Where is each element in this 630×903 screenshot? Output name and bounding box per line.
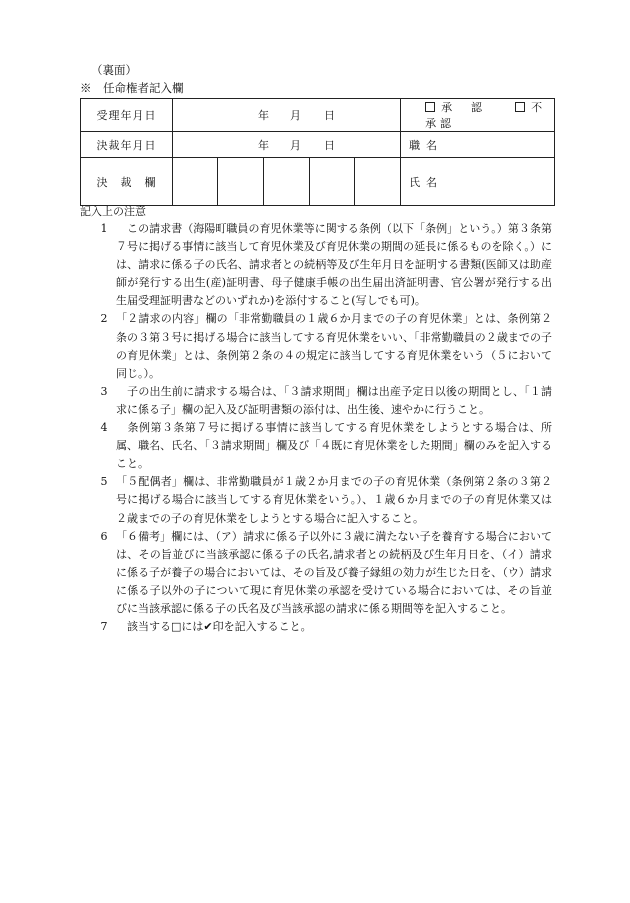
note-number: 6 [100, 529, 108, 543]
approval-stamp-cell[interactable] [310, 158, 355, 206]
approve-label: 承 認 [441, 101, 487, 114]
month-label: 月 [290, 109, 301, 122]
name-cell[interactable] [401, 158, 555, 206]
note-number: 1 [100, 222, 108, 235]
note-item [92, 419, 552, 473]
note-number: 5 [100, 475, 108, 489]
note-number: 2 [100, 312, 108, 326]
disapprove-checkbox[interactable] [515, 102, 525, 112]
note-number: 7 [100, 620, 108, 634]
decision-date-field[interactable] [173, 132, 401, 158]
approval-stamp-cell[interactable] [218, 158, 264, 206]
page-side-label: （裏面） [91, 63, 137, 77]
note-item [92, 220, 552, 310]
notes-title: 記入上の注意 [80, 205, 146, 218]
day-label: 日 [324, 138, 335, 152]
approve-checkbox[interactable] [425, 102, 435, 112]
received-date-field[interactable] [173, 99, 401, 132]
disapprove-label: 不承認 [425, 101, 547, 130]
note-text: 「５配偶者」欄は、非常勤職員が１歳２か月までの子の育児休業（条例第２条の３第２号に掲げる場合に該当してする育児休業をいう。）、１歳６か月までの子の育児休業又は２歳までの子の育児休業をしようとする場合に記入すること。 [116, 475, 552, 525]
note-text: 該当する□には✔印を記入すること。 [116, 620, 312, 634]
note-number: 3 [100, 384, 108, 398]
note-text: 条例第３条第７号に掲げる事情に該当してする育児休業をしようとする場合は、所属、職名、氏名、「３請求期間」欄及び「４既に育児休業をした期間」欄のみを記入すること。 [116, 421, 552, 471]
year-label: 年 [258, 138, 269, 152]
approval-stamp-cell[interactable] [355, 158, 401, 206]
month-label: 月 [290, 138, 301, 152]
note-item [92, 310, 552, 382]
year-label: 年 [258, 109, 269, 122]
section-title: ※ 任命権者記入欄 [80, 81, 184, 95]
notes-list [92, 220, 552, 636]
note-item [92, 473, 552, 527]
title-cell[interactable] [401, 132, 555, 158]
title-label: 職名 [409, 138, 444, 152]
approval-options [401, 99, 555, 132]
day-label: 日 [324, 109, 335, 122]
approval-column-label: 決 裁 欄 [81, 158, 173, 206]
decision-date-label: 決裁年月日 [81, 132, 173, 158]
note-item [92, 618, 552, 636]
note-text: 「６備考」欄には、（ア）請求に係る子以外に３歳に満たない子を養育する場合においては、その旨並びに当該承認に係る子の氏名,請求者との続柄及び生年月日を、（イ）請求に係る子が養子の場合においては、その旨及び養子縁組の効力が生じた日を、（ウ）請求に係る子以外の子について現に育児休業の承認を受けている場合においては、その旨並びに当該承認に係る子の氏名及び当該承認の請求に係る期間等を記入すること。 [116, 529, 552, 615]
note-item [92, 383, 552, 419]
note-text: 子の出生前に請求する場合は、「３請求期間」欄は出産予定日以後の期間とし、「１請求に係る子」欄の記入及び証明書類の添付は、出生後、速やかに行うこと。 [116, 384, 552, 416]
note-number: 4 [100, 421, 108, 435]
approval-stamp-cell[interactable] [173, 158, 218, 206]
received-date-label: 受理年月日 [81, 99, 173, 132]
note-item [92, 528, 552, 618]
approval-stamp-cell[interactable] [264, 158, 310, 206]
name-label: 氏名 [409, 175, 444, 189]
approval-form-table [80, 98, 555, 206]
note-text: 「２請求の内容」欄の「非常勤職員の１歳６か月までの子の育児休業」とは、条例第２条の３第３号に掲げる場合に該当してする育児休業をいい、「非常勤職員の２歳までの子の育児休業」とは、条例第２条の４の規定に該当してする育児休業をいう（５において同じ。）。 [116, 312, 552, 380]
note-text: この請求書（海陽町職員の育児休業等に関する条例（以下「条例」という。）第３条第７号に掲げる事情に該当して育児休業及び育児休業の期間の延長に係るものを除く。）には、請求に係る子の氏名、請求者との続柄等及び生年月日を証明する書類(医師又は助産師が発行する出生(産)証明書、母子健康手帳の出生届出済証明書、官公署が発行する出生届受理証明書などのいずれか)を添付すること(写しでも可)。 [116, 222, 552, 308]
